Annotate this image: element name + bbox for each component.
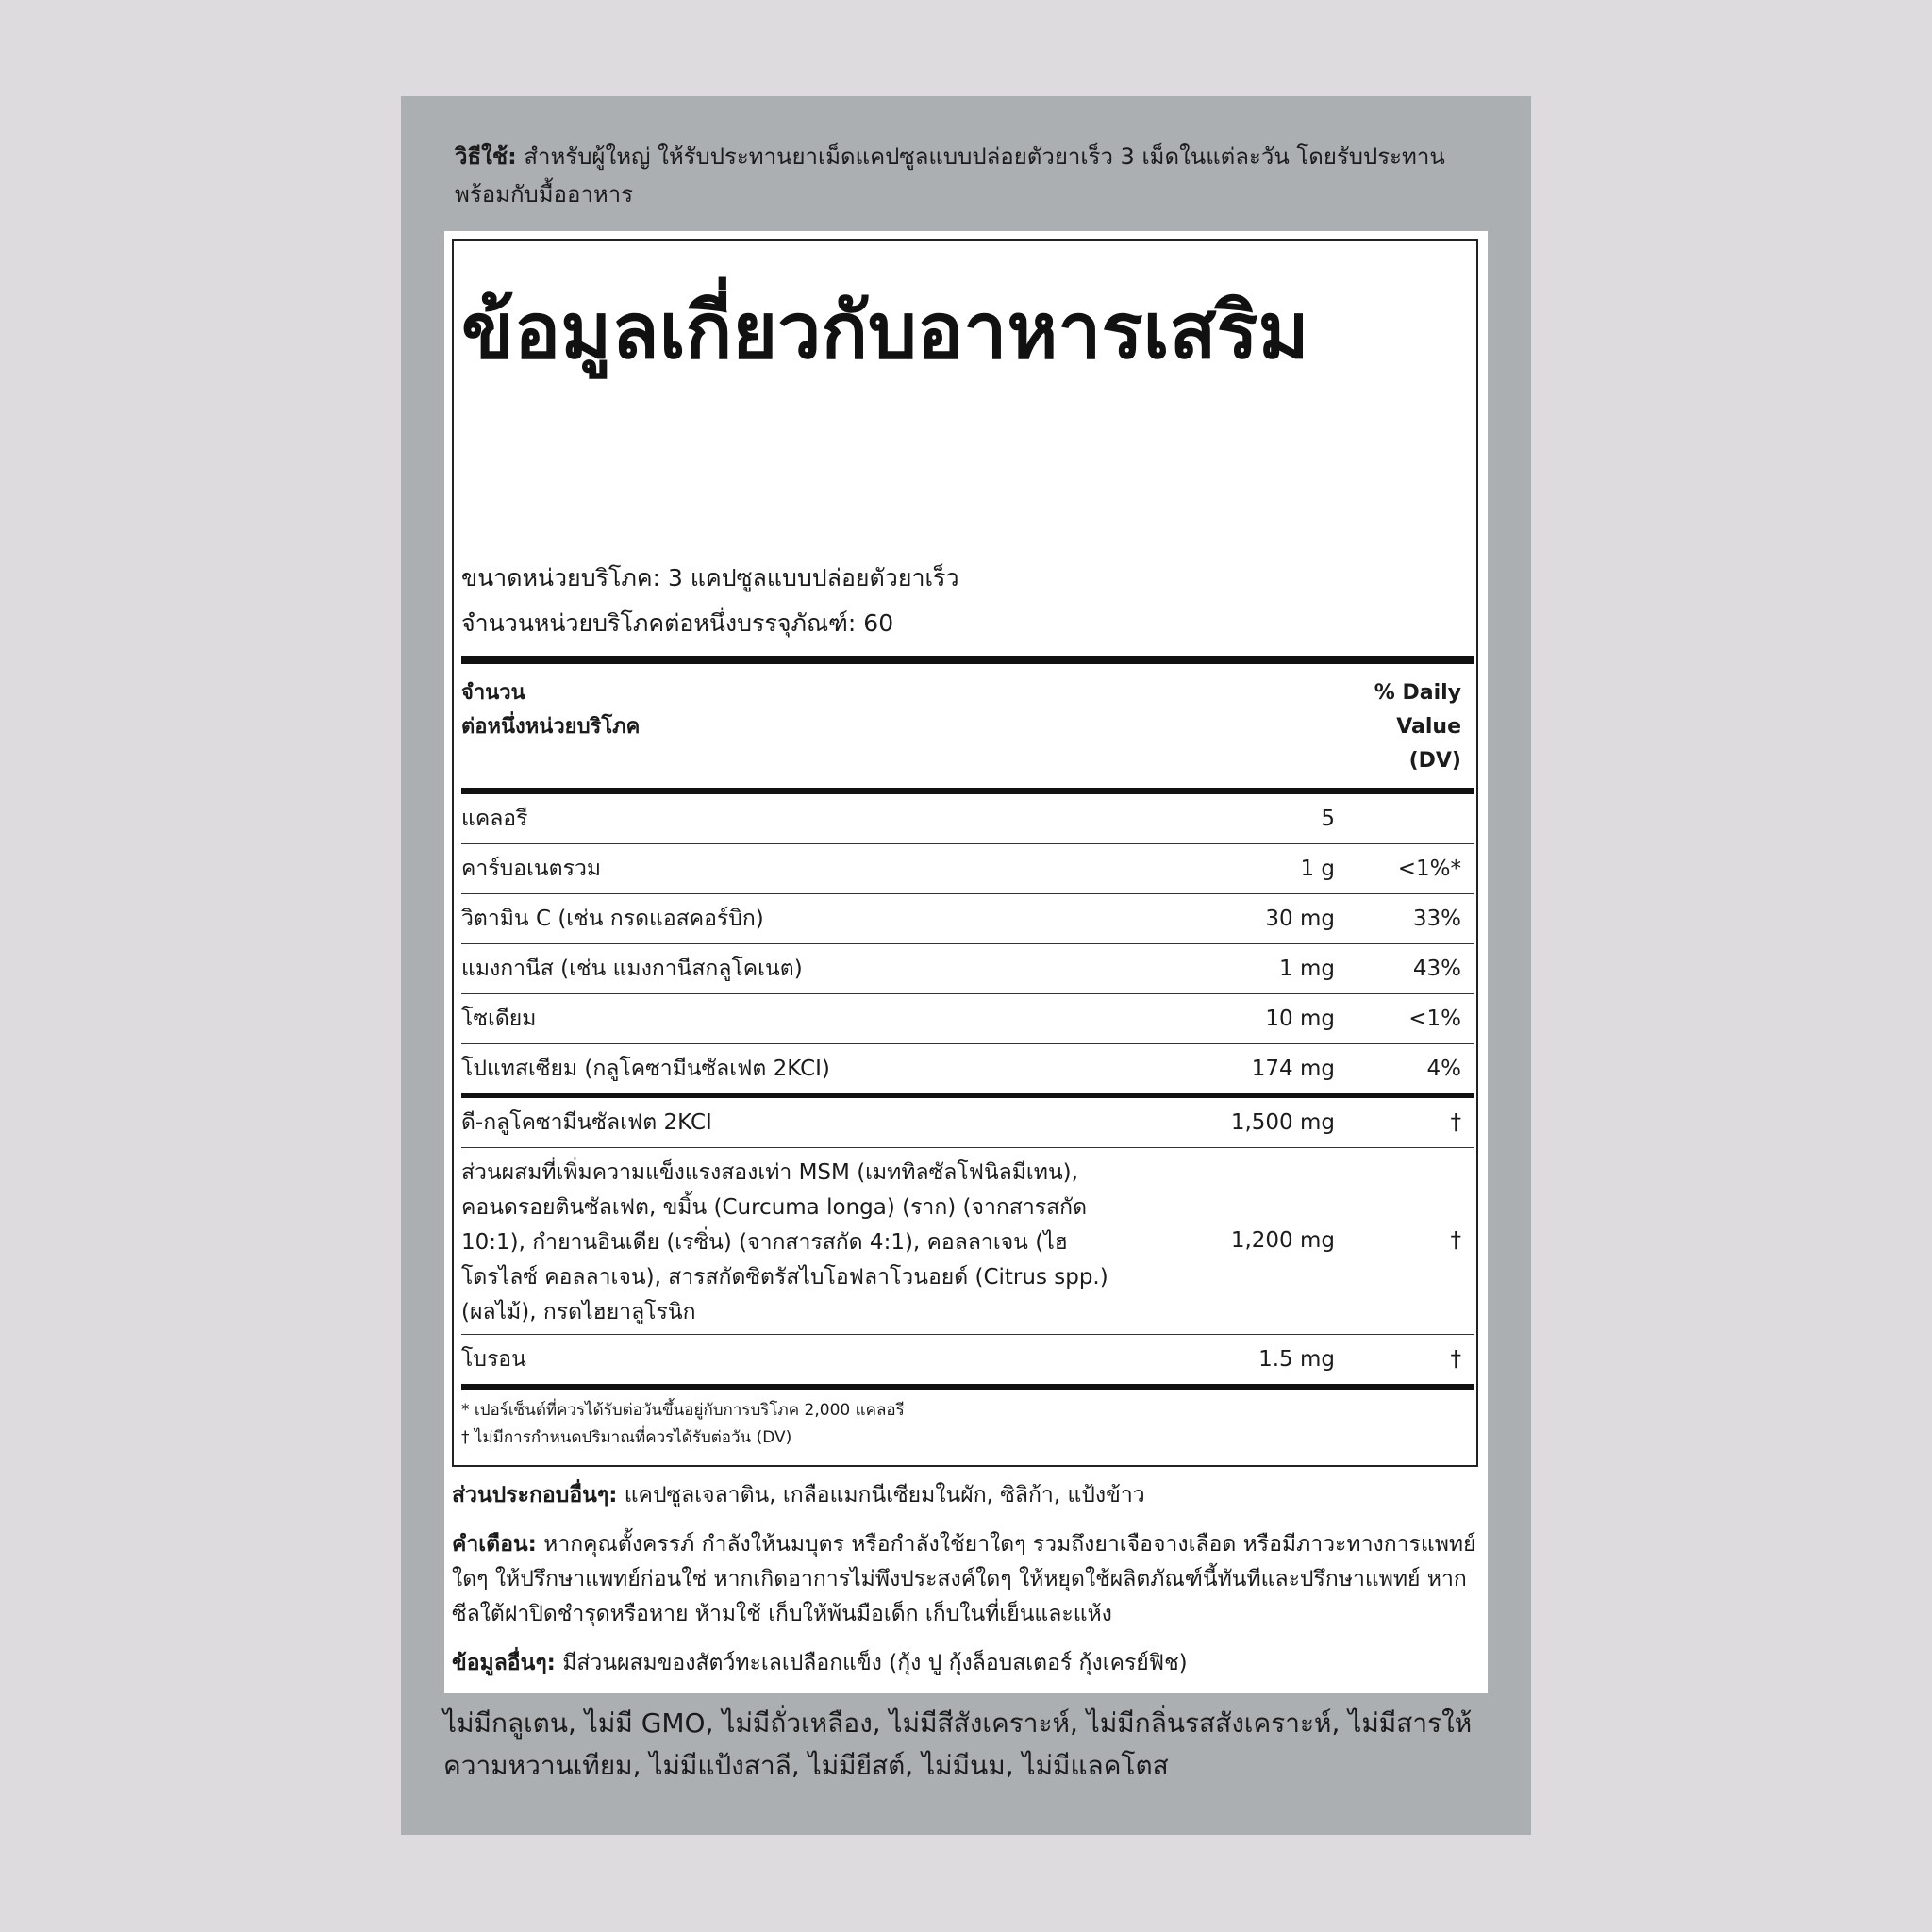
- footnote-daily-value: * เปอร์เซ็นต์ที่ควรได้รับต่อวันขึ้นอยู่กับการบริโภค 2,000 แคลอรี: [461, 1401, 905, 1420]
- table-row: [461, 894, 1474, 944]
- table-header: [461, 676, 1474, 795]
- white-label-area: [444, 231, 1488, 1693]
- bottom-divider: [461, 1384, 1474, 1390]
- nutrient-name: คาร์บอเนตรวม: [461, 857, 602, 881]
- thick-divider: [461, 656, 1474, 664]
- ingredient-dv: †: [1450, 1347, 1461, 1372]
- directions-label: วิธีใช้:: [455, 143, 517, 170]
- free-from-claims: ไม่มีกลูเตน, ไม่มี GMO, ไม่มีถั่วเหลือง, ไม่มีสีสังเคราะห์, ไม่มีกลิ่นรสสังเคราะห์, ไม่มีสารให้ความหวานเทียม, ไม่มีแป้งสาลี, ไม่มียีสต์, ไม่มีนม, ไม่มีแลคโตส: [443, 1707, 1473, 1781]
- nutrient-name: โปแทสเซียม (กลูโคซามีนซัลเฟต 2KCI): [461, 1057, 830, 1081]
- directions-text: [455, 138, 1474, 213]
- nutrient-amount: 174 mg: [1251, 1057, 1335, 1081]
- nutrient-name: แมงกานีส (เช่น แมงกานีสกลูโคเนต): [461, 957, 803, 981]
- blend-amount: 1,200 mg: [1230, 1228, 1335, 1253]
- nutrient-amount: 10 mg: [1265, 1007, 1335, 1031]
- header-divider: [461, 788, 1474, 794]
- nutrient-dv: 4%: [1426, 1057, 1461, 1081]
- daily-value-header: [1374, 676, 1461, 778]
- table-row: [461, 1335, 1474, 1384]
- other-ingredients-label: ส่วนประกอบอื่นๆ:: [452, 1483, 618, 1507]
- nutrient-dv: <1%: [1408, 1007, 1461, 1031]
- directions-body: สำหรับผู้ใหญ่ ให้รับประทานยาเม็ดแคปซูลแบบปล่อยตัวยาเร็ว 3 เม็ดในแต่ละวัน โดยรับประทานพร้อมกับมื้ออาหาร: [455, 143, 1445, 208]
- table-row: [461, 944, 1474, 994]
- supplement-facts-box: [452, 239, 1478, 1467]
- table-row: [461, 1098, 1474, 1148]
- other-ingredients: [452, 1478, 1480, 1513]
- ingredient-amount: 1.5 mg: [1258, 1347, 1335, 1372]
- table-row: [461, 794, 1474, 844]
- serving-size: ขนาดหน่วยบริโภค: 3 แคปซูลแบบปล่อยตัวยาเร็ว: [461, 564, 959, 591]
- table-row: [461, 1044, 1474, 1094]
- blend-name: ส่วนผสมที่เพิ่มความแข็งแรงสองเท่า MSM (เมททิลซัลโฟนิลมีเทน), คอนดรอยตินซัลเฟต, ขมิ้น (Curcuma longa) (ราก) (จากสารสกัด 10:1), กำยานอินเดีย (เรซิ่น) (จากสารสกัด 4:1), คอลลาเจน (ไฮโดรไลซ์ คอลลาเจน), สารสกัดซิตรัสไบโอฟลาโวนอยด์ (Citrus spp.) (ผลไม้), กรดไฮยาลูโรนิก: [461, 1160, 1108, 1324]
- nutrient-dv: 33%: [1412, 907, 1461, 931]
- nutrient-amount: 5: [1321, 807, 1335, 831]
- other-info: [452, 1646, 1480, 1681]
- ingredient-dv: †: [1450, 1110, 1461, 1135]
- nutrient-amount: 1 g: [1300, 857, 1335, 881]
- header-dv-line1: % Daily: [1374, 681, 1461, 705]
- header-amount-line2: ต่อหนึ่งหน่วยบริโภค: [461, 715, 641, 739]
- table-row: [461, 994, 1474, 1044]
- nutrient-dv: 43%: [1412, 957, 1461, 981]
- ingredient-name: โบรอน: [461, 1347, 526, 1372]
- header-amount-line1: จำนวน: [461, 681, 525, 705]
- ingredient-name: ดี-กลูโคซามีนซัลเฟต 2KCI: [461, 1110, 712, 1135]
- table-row: [461, 1148, 1474, 1335]
- nutrient-name: แคลอรี: [461, 807, 528, 831]
- table-row: [461, 844, 1474, 894]
- other-ingredients-text: แคปซูลเจลาติน, เกลือแมกนีเซียมในผัก, ซิลิก้า, แป้งข้าว: [617, 1483, 1145, 1507]
- footnote-no-dv: † ไม่มีการกำหนดปริมาณที่ควรได้รับต่อวัน (DV): [461, 1428, 792, 1447]
- nutrient-dv: <1%*: [1397, 857, 1461, 881]
- blend-dv: †: [1450, 1228, 1461, 1253]
- label-panel: [401, 96, 1531, 1835]
- amount-per-serving-header: [461, 676, 640, 744]
- nutrient-name: วิตามิน C (เช่น กรดแอสคอร์บิก): [461, 907, 764, 931]
- other-info-label: ข้อมูลอื่นๆ:: [452, 1651, 556, 1675]
- supplement-facts-title: ข้อมูลเกี่ยวกับอาหารเสริม: [461, 287, 1309, 376]
- warning-label: คำเตือน:: [452, 1532, 537, 1557]
- nutrient-amount: 30 mg: [1265, 907, 1335, 931]
- ingredient-amount: 1,500 mg: [1230, 1110, 1335, 1135]
- warning: [452, 1527, 1480, 1632]
- warning-text: หากคุณตั้งครรภ์ กำลังให้นมบุตร หรือกำลังใช้ยาใดๆ รวมถึงยาเจือจางเลือด หรือมีภาวะทางการแพทย์ใดๆ ให้ปรึกษาแพทย์ก่อนใช่ หากเกิดอาการไม่พึงประสงค์ใดๆ ให้หยุดใช้ผลิตภัณฑ์นี้ทันทีและปรึกษาแพทย์ หากซีลใต้ฝาปิดชำรุดหรือหาย ห้ามใช้ เก็บให้พ้นมือเด็ก เก็บในที่เย็นและแห้ง: [452, 1532, 1476, 1626]
- header-dv-line2: Value: [1396, 715, 1461, 739]
- other-info-text: มีส่วนผสมของสัตว์ทะเลเปลือกแข็ง (กุ้ง ปู กุ้งล็อบสเตอร์ กุ้งเครย์ฟิช): [555, 1651, 1188, 1675]
- header-dv-line3: (DV): [1408, 749, 1461, 773]
- servings-per-container: จำนวนหน่วยบริโภคต่อหนึ่งบรรจุภัณฑ์: 60: [461, 609, 894, 637]
- nutrient-amount: 1 mg: [1279, 957, 1335, 981]
- nutrient-name: โซเดียม: [461, 1007, 537, 1031]
